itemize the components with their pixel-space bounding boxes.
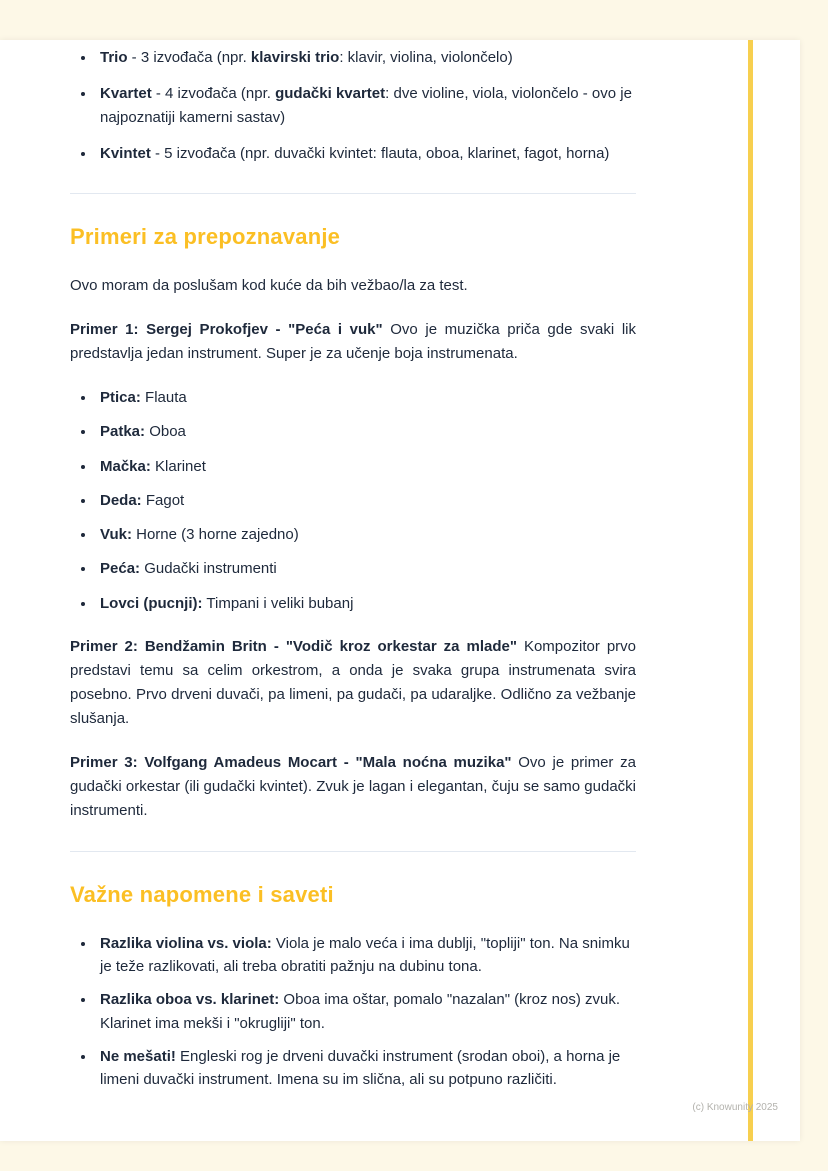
section-divider: [70, 193, 636, 194]
list-item: • Ne mešati! Engleski rog je drveni duvački instrument (srodan oboi), a horna je limeni duvački instrument. Imena su im slična, ali su potpuno različiti.: [96, 1045, 636, 1092]
characters-list: [70, 386, 636, 615]
list-item: • Razlika violina vs. viola: Viola je malo veća i ima dublji, "topliji" ton. Na snimku je teže razlikovati, ali treba obratiti pažnju na dubinu tona.: [96, 932, 636, 979]
list-item: • Peća: Gudački instrumenti: [96, 557, 636, 580]
ensemble-list: [70, 46, 636, 165]
list-item: • Kvartet - 4 izvođača (npr. gudački kvartet: dve violine, viola, violončelo - ovo je najpoznatiji kamerni sastav): [96, 82, 636, 129]
section-divider: [70, 851, 636, 852]
accent-bar: [748, 40, 753, 1141]
notes-list: [70, 932, 636, 1092]
document-page: [0, 40, 800, 1141]
example2-paragraph: Primer 2: Bendžamin Britn - "Vodič kroz orkestar za mlade" Kompozitor prvo predstavi temu sa celim orkestrom, a onda je svaka grupa instrumenata svira posebno. Prvo drveni duvači, pa limeni, pa gudači, pa udaraljke. Odlično za vežbanje slušanja.: [70, 637, 636, 727]
page-content: [70, 46, 636, 1091]
section-heading-examples: Primeri za prepoznavanje: [70, 224, 341, 249]
watermark: (c) Knowunity 2025: [692, 1102, 778, 1113]
example1-paragraph: Primer 1: Sergej Prokofjev - "Peća i vuk" Ovo je muzička priča gde svaki lik predstavlja jedan instrument. Super je za učenje boja instrumenata.: [70, 321, 637, 363]
example3-paragraph: Primer 3: Volfgang Amadeus Mocart - "Mala noćna muzika" Ovo je primer za gudački orkestar (ili gudački kvintet). Zvuk je lagan i elegantan, čuju se samo gudački instrumenti.: [70, 753, 637, 819]
list-item: • Deda: Fagot: [96, 489, 636, 512]
list-item: • Lovci (pucnji): Timpani i veliki bubanj: [96, 592, 636, 615]
list-item: • Mačka: Klarinet: [96, 455, 636, 478]
examples-intro-paragraph: Ovo moram da poslušam kod kuće da bih vežbao/la za test.: [70, 277, 468, 295]
list-item: • Kvintet - 5 izvođača (npr. duvački kvintet: flauta, oboa, klarinet, fagot, horna): [96, 142, 636, 165]
section-heading-notes: Važne napomene i saveti: [70, 881, 334, 907]
list-item: • Razlika oboa vs. klarinet: Oboa ima oštar, pomalo "nazalan" (kroz nos) zvuk. Klarinet ima mekši i "okrugliji" ton.: [96, 988, 636, 1035]
list-item: • Vuk: Horne (3 horne zajedno): [96, 523, 636, 546]
list-item: • Ptica: Flauta: [96, 386, 636, 409]
list-item: • Trio - 3 izvođača (npr. klavirski trio: klavir, violina, violončelo): [96, 46, 636, 69]
list-item: • Patka: Oboa: [96, 420, 636, 443]
